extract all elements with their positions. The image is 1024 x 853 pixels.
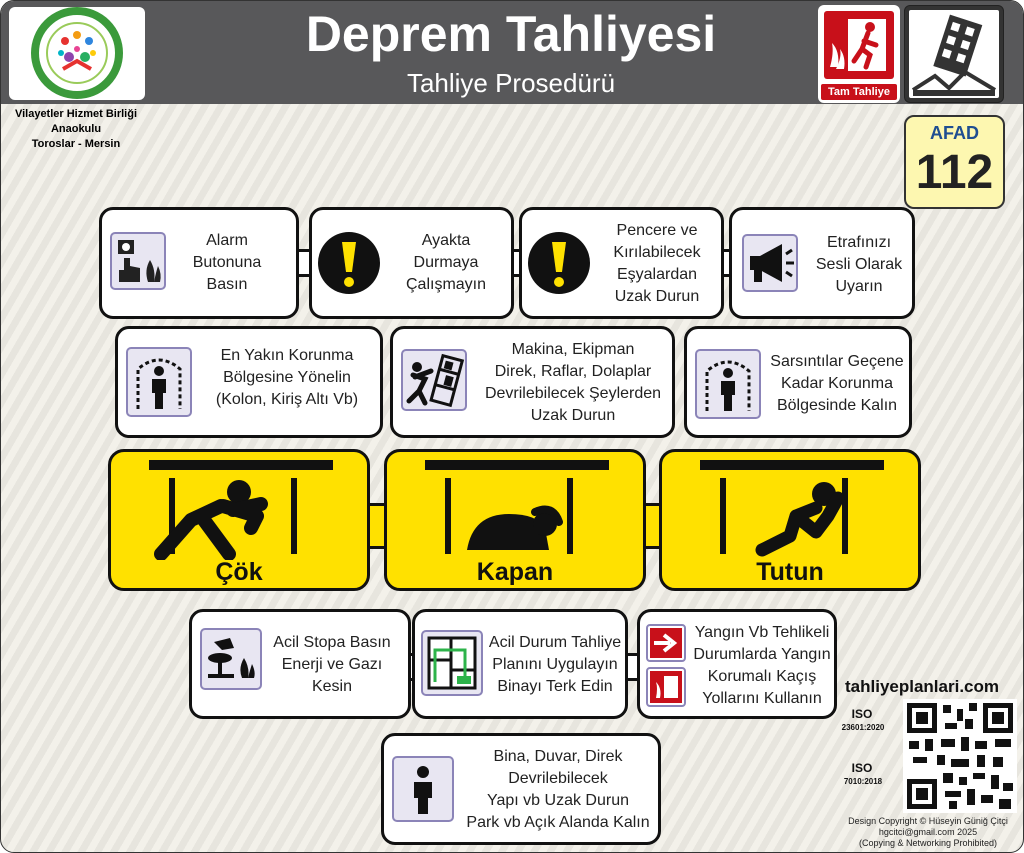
school-logo (9, 7, 145, 100)
safe-zone-icon (126, 347, 192, 417)
copyright-notice: (Copying & Networking Prohibited) (858, 838, 998, 848)
step-warn-others (729, 207, 915, 319)
step-avoid-windows (519, 207, 724, 319)
drill-hold (659, 449, 921, 591)
step-dont-stand-text: Ayakta Durmaya Çalışmayın (405, 232, 487, 293)
step-emergency-stop-text: Acil Stopa Basın Enerji ve Gazı Kesin (273, 634, 391, 695)
evacuation-plan-icon (421, 630, 483, 696)
header-bar (1, 1, 1023, 104)
page-subtitle: Tahliye Prosedürü (406, 68, 616, 98)
alarm-button-icon (110, 232, 166, 290)
emergency-stop-icon (200, 628, 262, 690)
copyright-line-1: Design Copyright © Hüseyin Güniğ Çitçi (848, 816, 1008, 826)
qr-code (903, 699, 1017, 813)
drill-hold-label: Tutun (756, 558, 824, 586)
person-icon (392, 756, 454, 822)
iso-logo-2: ISO (851, 761, 873, 775)
drill-drop-label: Çök (215, 558, 263, 586)
emergency-number-badge (904, 115, 1005, 209)
step-emergency-stop (189, 609, 411, 719)
warning-icon (316, 230, 382, 296)
website-url: tahliyeplanlari.com (845, 677, 999, 696)
emergency-number: 112 (915, 146, 994, 199)
org-type: Anaokulu (50, 123, 102, 135)
drop-icon (141, 458, 341, 560)
step-stay-in-safe-zone-text: Sarsıntılar Geçene Kadar Korunma Bölgesinde Kalın (770, 353, 904, 414)
copyright-email: hgcitci@gmail.com 2025 (878, 827, 978, 837)
drill-cover-label: Kapan (476, 558, 554, 586)
step-evacuation-plan (412, 609, 628, 719)
step-stay-in-safe-zone (684, 326, 912, 438)
full-evacuation-label: Tam Tahliye (821, 84, 897, 100)
building-collapse-icon (904, 5, 1004, 103)
step-evacuation-plan-text: Acil Durum Tahliye Planını Uygulayın Binayı Terk Edin (488, 634, 622, 695)
step-open-area-text: Bina, Duvar, Direk Devrilebilecek Yapı vb Uzak Durun Park vb Açık Alanda Kalın (466, 748, 650, 831)
full-evacuation-sign (818, 5, 900, 103)
fire-exit-icon (646, 624, 686, 708)
step-fire-exit-text: Yangın Vb Tehlikeli Durumlarda Yangın Korumalı Kaçış Yollarını Kullanın (693, 624, 831, 707)
hold-on-icon (692, 458, 892, 560)
org-location: Toroslar - Mersin (31, 138, 121, 150)
afad-logo: AFAD (930, 123, 979, 143)
step-go-safe-zone-text: En Yakın Korunma Bölgesine Yönelin (Kolon, Kiriş Altı Vb) (215, 347, 359, 408)
warning-icon (526, 230, 592, 296)
step-fire-exit (637, 609, 837, 719)
iso-standard-2: 7010:2018 (843, 777, 883, 786)
step-dont-stand (309, 207, 514, 319)
safe-zone-icon (695, 349, 761, 419)
step-open-area (381, 733, 661, 845)
step-go-safe-zone (115, 326, 383, 438)
iso-standard-1: 23601:2020 (841, 723, 885, 732)
step-avoid-falling-objects-text: Makina, Ekipman Direk, Raflar, Dolaplar Devrilebilecek Şeylerden Uzak Durun (484, 341, 662, 424)
falling-shelf-icon (401, 349, 467, 411)
drill-cover (384, 449, 646, 591)
page-title: Deprem Tahliyesi (305, 6, 717, 62)
drill-drop (108, 449, 370, 591)
step-avoid-windows-text: Pencere ve Kırılabilecek Eşyalardan Uzak Durun (613, 222, 701, 305)
step-alarm-text: Alarm Butonuna Basın (192, 232, 262, 293)
cover-icon (417, 458, 617, 560)
step-alarm (99, 207, 299, 319)
step-warn-others-text: Etrafınızı Sesli Olarak Uyarın (815, 234, 903, 295)
org-name: Vilayetler Hizmet Birliği (14, 108, 138, 120)
iso-logo-1: ISO (851, 707, 873, 721)
step-avoid-falling-objects (390, 326, 675, 438)
megaphone-icon (742, 234, 798, 292)
